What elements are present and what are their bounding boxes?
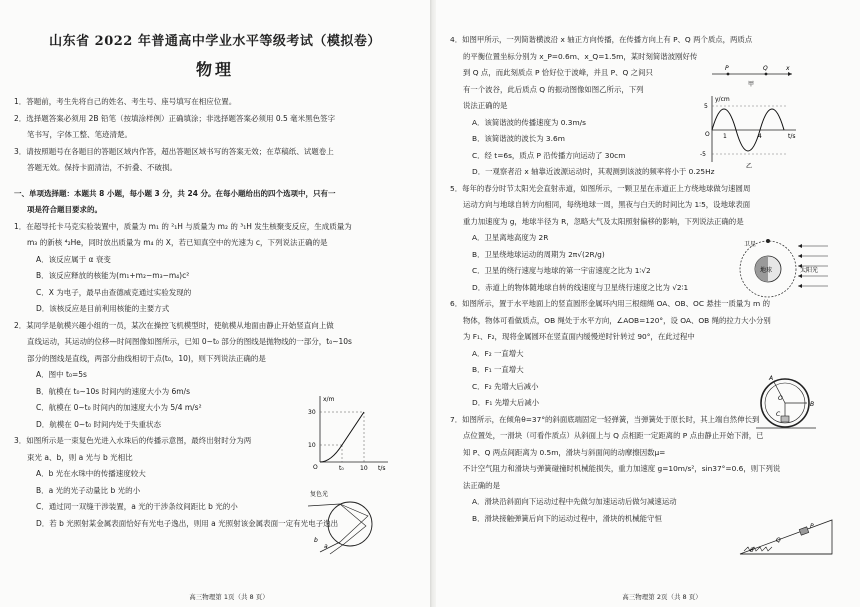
ray-a-label: a xyxy=(324,543,328,550)
section-heading xyxy=(14,186,416,219)
t0-label: t₀ xyxy=(339,465,344,472)
option-b: B．该简谐波的波长为 3.6m xyxy=(472,134,565,143)
point-b-label: B xyxy=(810,401,815,408)
question-line: m₃ 的新核 ⁴₂He，同时放出质量为 m₄ 的 X，若已知真空中的光速为 c，下列说法正确的是 xyxy=(27,238,328,247)
note-line: 1．答题前，考生先将自己的姓名、考生号、座号填写在相应位置。 xyxy=(14,97,237,106)
water-droplet-figure xyxy=(300,486,390,556)
tick-10s: 10 xyxy=(360,465,368,472)
question-line: 重力加速度为 g，地球半径为 R，忽略大气及太阳照射偏移的影响，下列说法正确的是 xyxy=(463,216,744,226)
option-b: B．卫星绕地球运动的周期为 2π√(2R/g) xyxy=(472,249,605,259)
option-b: B．航模在 t₀~10s 时间内的速度大小为 6m/s xyxy=(36,386,190,396)
wave-axis-figure xyxy=(706,62,796,88)
option-b: B．a 光的光子动量比 b 光的小 xyxy=(36,485,141,495)
point-c-label: C xyxy=(776,411,781,418)
tick-30: 30 xyxy=(308,409,316,416)
option-d: D．赤道上的物体随地球自转的线速度与卫星绕行速度之比为 √2∶1 xyxy=(472,282,689,292)
option-c: C．通过同一双缝干涉装置，a 光的干涉条纹间距比 b 光的小 xyxy=(36,502,238,511)
option-d: D．一观察者沿 x 轴靠近波源运动时，其观测到该波的频率将小于 0.25Hz xyxy=(472,167,715,176)
question-line: 运动方向与地球自转方向相同，每绕地球一周，黑夜与白天的时间比为 1∶5，设地球表面 xyxy=(463,200,751,209)
option-b: B．滑块接触弹簧后向下的运动过程中，滑块的机械能守恒 xyxy=(472,513,662,523)
option-a: A．图中 t₀=5s xyxy=(36,370,87,379)
option-a: A．该简谐波的传播速度为 0.3m/s xyxy=(472,117,586,127)
point-q-label: Q xyxy=(776,537,781,544)
point-p-label: P xyxy=(725,65,729,72)
section-line: 项是符合题目要求的。 xyxy=(27,205,102,214)
question-line: 1．在超导托卡马克实验装置中，质量为 m₁ 的 ²₁H 与质量为 m₂ 的 ³₁H 发生核聚变反应，生成质量为 xyxy=(14,221,352,231)
question-line: 5．每年的春分时节太阳光会直射赤道，如图所示，一颗卫星在赤道正上方绕地球做匀速圆周 xyxy=(450,183,751,193)
option-a: A．F₂ 一直增大 xyxy=(472,348,524,358)
question-line: 直线运动，其运动的位移—时间图像如图所示，已知 0~t₀ 部分的图线是抛物线的一部分，t₀~10s xyxy=(27,337,352,346)
satellite-earth-figure xyxy=(736,236,832,302)
option-b: B．F₁ 一直增大 xyxy=(472,365,524,374)
figure-caption: 甲 xyxy=(748,81,755,88)
tick-5: 5 xyxy=(704,103,708,110)
option-a: A．滑块沿斜面向下运动过程中先做匀加速运动后做匀减速运动 xyxy=(472,497,677,506)
origin-label: O xyxy=(313,464,318,471)
note-line: 2．选择题答案必须用 2B 铅笔（按填涂样例）正确填涂；非选择题答案必须用 0.5 毫米黑色签字 xyxy=(14,113,336,123)
vibration-graph-figure xyxy=(698,92,803,172)
tick-neg5: -5 xyxy=(700,151,706,158)
option-a: A．卫星离地高度为 2R xyxy=(472,233,549,242)
x-t-graph-figure xyxy=(300,392,395,472)
note-line: 3．请按照题号在各题目的答题区域内作答，超出答题区域书写的答案无效；在草稿纸、试题卷上 xyxy=(14,146,334,156)
subject-title: 物理 xyxy=(195,60,234,79)
question-line: 部分的图线是直线，两部分曲线相切于点(t₀，10)，则下列说法正确的是 xyxy=(27,353,266,363)
question-line: 7．如图所示，在倾角θ=37°的斜面底端固定一轻弹簧，当弹簧处于原长时，其上端自然伸长到 xyxy=(450,414,760,424)
exam-title: 山东省 2022 年普通高中学业水平等级考试（模拟卷） xyxy=(49,34,381,49)
question-line: 物体，物体可看做质点，OB 绳处于水平方向，∠AOB=120°，设 OA、OB 绳的拉力大小分别 xyxy=(463,315,771,325)
question-line: 不计空气阻力和滑块与弹簧碰撞时机械能损失，重力加速度 g=10m/s²，sin37°=0.6，则下列说 xyxy=(463,464,781,473)
figure-caption: 乙 xyxy=(746,163,753,170)
option-c: C．F₂ 先增大后减小 xyxy=(472,381,539,391)
question-1 xyxy=(14,219,416,318)
question-line: 束光 a、b，则 a 光与 b 光相比 xyxy=(27,452,133,462)
question-line: 4．如图甲所示，一列简谐横波沿 x 轴正方向传播，在传播方向上有 P、Q 两个质点，两质点 xyxy=(450,35,753,44)
tick-4: 4 xyxy=(758,133,762,140)
option-a: A．该反应属于 α 衰变 xyxy=(36,254,111,264)
incline-spring-figure xyxy=(736,514,836,560)
tick-10: 10 xyxy=(308,442,316,449)
x-axis-label: x xyxy=(786,65,790,72)
origin-label: O xyxy=(705,131,710,138)
metal-ring-figure xyxy=(754,370,820,438)
option-a: A．b 光在水珠中的传播速度较大 xyxy=(36,469,146,478)
y-axis-label: x/m xyxy=(323,396,335,403)
page-footer: 高三物理第 1页（共 8 页） xyxy=(189,593,269,601)
section-line: 一、单项选择题：本题共 8 小题，每小题 3 分，共 24 分。在每小题给出的四个选项中，只有一 xyxy=(14,188,336,198)
question-line: 2．某同学是航模兴趣小组的一员，某次在操控飞机模型时，使航模从地面由静止开始竖直向上做 xyxy=(14,320,334,330)
question-line: 点位置处，一滑块（可看作质点）从斜面上与 Q 点相距一定距离的 P 点由静止开始下滑，已 xyxy=(463,431,764,440)
question-line: 到 Q 点，而此刻质点 P 恰好位于波峰，并且 P、Q 之间只 xyxy=(463,68,653,77)
point-a-label: A xyxy=(769,375,774,382)
option-c: C．卫星的绕行速度与地球的第一宇宙速度之比为 1∶√2 xyxy=(472,266,651,275)
sunlight-label: 太阳光 xyxy=(800,267,819,274)
question-line: 法正确的是 xyxy=(463,480,500,490)
angle-theta-label: θ xyxy=(750,547,754,554)
question-line: 为 F₁、F₂，现将金属圆环在竖直面内缓慢逆时针转过 90°，在此过程中 xyxy=(463,332,695,341)
note-line: 答题无效。保持卡面清洁，不折叠、不破损。 xyxy=(27,163,177,172)
ray-b-label: b xyxy=(314,537,318,544)
x-axis-label: t/s xyxy=(788,133,796,140)
question-line: 3．如图所示是一束复色光进入水珠后的传播示意图，最终出射时分为两 xyxy=(14,436,252,445)
tick-1: 1 xyxy=(723,133,727,140)
option-c: C．经 t=6s，质点 P 沿传播方向运动了 30cm xyxy=(472,150,626,160)
x-axis-label: t/s xyxy=(378,465,386,472)
question-line: 有一个波谷，此后质点 Q 的振动图像如图乙所示，下列 xyxy=(463,84,644,94)
point-o-label: O xyxy=(778,395,783,402)
earth-label: 地球 xyxy=(760,267,773,274)
question-line: 的平衡位置坐标分别为 x_P=0.6m、x_Q=1.5m，某时刻简谐波刚好传 xyxy=(463,51,698,61)
instructions xyxy=(14,94,416,177)
composite-light-label: 复色光 xyxy=(310,491,329,498)
option-d: D．F₁ 先增大后减小 xyxy=(472,398,539,407)
satellite-label: 卫星 xyxy=(744,241,757,248)
option-d: D．若 b 光照射某金属表面恰好有光电子逸出，则用 a 光照射该金属表面一定有光电子逸出 xyxy=(36,518,339,528)
option-c: C．X 为电子，最早由查德威克通过实验发现的 xyxy=(36,287,192,297)
option-c: C．航模在 0~t₀ 时间内的加速度大小为 5/4 m/s² xyxy=(36,403,202,412)
page-footer: 高三物理第 2页（共 8 页） xyxy=(622,593,702,601)
option-d: D．该核反应是目前利用核能的主要方式 xyxy=(36,304,170,313)
option-d: D．航模在 0~t₀ 时间内处于失重状态 xyxy=(36,419,162,429)
right-page xyxy=(436,0,860,607)
question-line: 说法正确的是 xyxy=(463,101,508,110)
point-p-label: P xyxy=(810,523,814,530)
question-line: 6．如图所示，置于水平地面上的竖直圆形金属环内用三根细绳 OA、OB、OC 悬挂一质量为 m 的 xyxy=(450,299,770,308)
y-axis-label: y/cm xyxy=(715,96,730,103)
option-b: B．该反应释放的核能为(m₁+m₂−m₃−m₄)c² xyxy=(36,271,190,280)
note-line: 笔书写，字体工整、笔迹清楚。 xyxy=(27,130,132,139)
point-q-label: Q xyxy=(763,65,768,72)
question-line: 知 P、Q 两点间距离为 0.5m，滑块与斜面间的动摩擦因数μ= xyxy=(463,447,666,457)
